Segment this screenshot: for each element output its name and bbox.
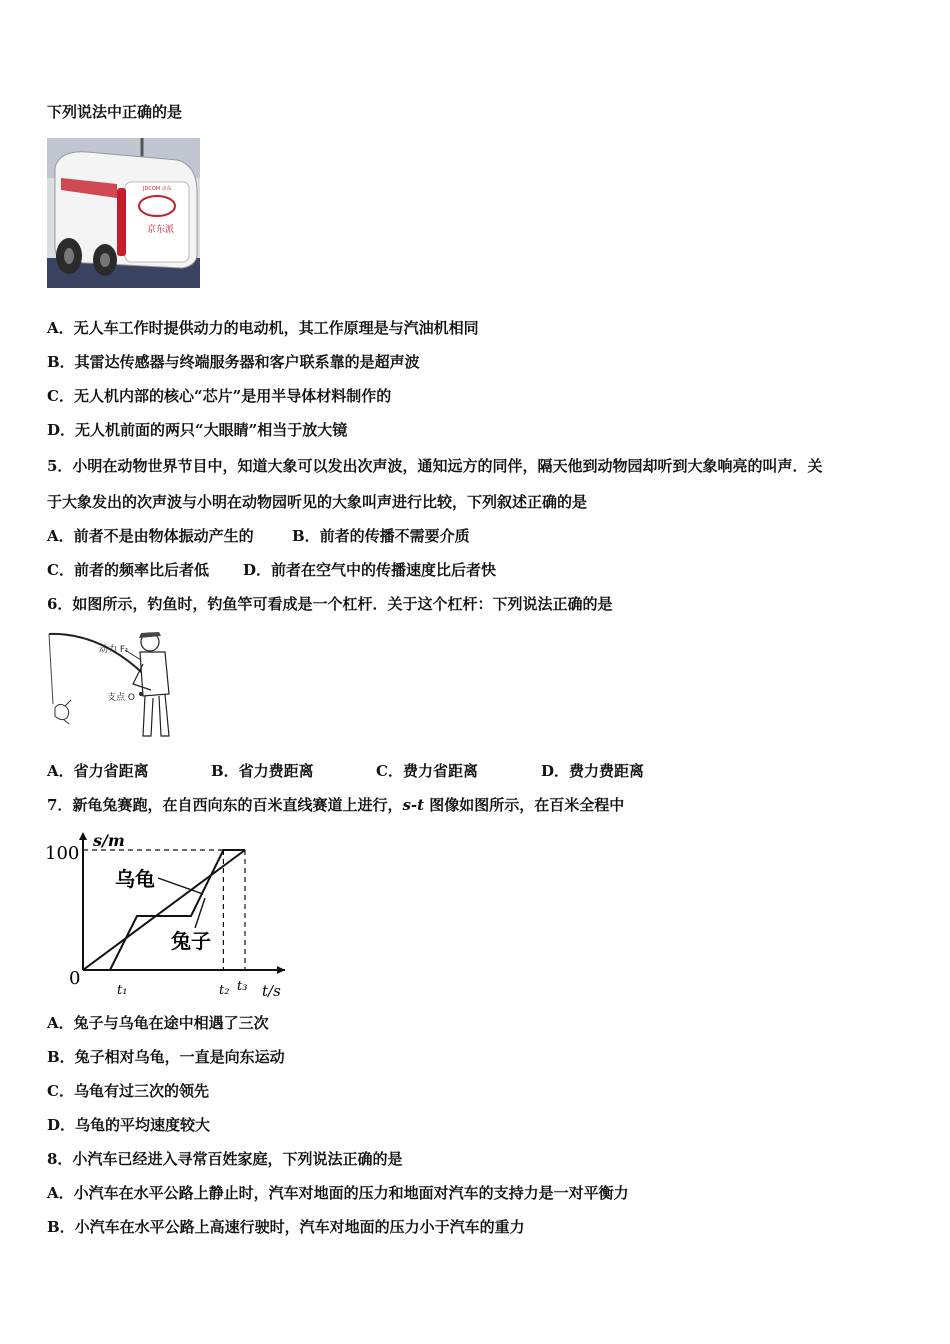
option-c: C．乌龟有过三次的领先: [47, 1082, 209, 1100]
force-label: 动力 F₁: [99, 645, 129, 655]
y-tick-100: 100: [45, 843, 80, 864]
stem-text: 7．新龟兔赛跑，在自西向东的百米直线赛道上进行，: [47, 796, 403, 814]
option-b: B．省力费距离: [211, 762, 314, 780]
stem-italic: s-t: [402, 796, 425, 814]
origin-label: 0: [69, 968, 81, 989]
x-tick-t3: t₃: [237, 979, 248, 994]
van-logo-text: 京东派: [147, 225, 175, 235]
rabbit-pointer: [195, 898, 205, 928]
option-d: D．费力费距离: [541, 762, 645, 780]
option-b: B．兔子相对乌龟，一直是向东运动: [47, 1048, 285, 1066]
stem-text-end: 图像如图所示，在百米全程中: [424, 796, 625, 814]
x-tick-t1: t₁: [117, 983, 128, 998]
option-c: C．前者的频率比后者低: [47, 561, 209, 579]
option-a: A．省力省距离: [47, 762, 149, 780]
option-b: B．前者的传播不需要介质: [292, 527, 470, 545]
option-a: A．兔子与乌龟在途中相遇了三次: [47, 1014, 269, 1032]
x-tick-t2: t₂: [219, 983, 230, 998]
x-axis-label: t/s: [262, 982, 281, 1000]
y-axis-arrow: [79, 832, 87, 840]
question-stem: 下列说法中正确的是: [47, 103, 183, 121]
option-a: A．无人车工作时提供动力的电动机，其工作原理是与汽油机相同: [47, 319, 479, 337]
question-stem: 8．小汽车已经进入寻常百姓家庭，下列说法正确的是: [47, 1150, 403, 1168]
rabbit-label: 兔子: [171, 929, 211, 953]
y-axis-label: s/m: [93, 831, 125, 850]
option-d: D．无人机前面的两只“大眼睛”相当于放大镜: [47, 421, 348, 439]
option-b: B．小汽车在水平公路上高速行驶时，汽车对地面的压力小于汽车的重力: [47, 1218, 525, 1236]
question-stem: 6．如图所示，钓鱼时，钓鱼竿可看成是一个杠杆．关于这个杠杆：下列说法正确的是: [47, 595, 613, 613]
fishing-rod-figure: [47, 624, 187, 742]
question-stem-continued: 于大象发出的次声波与小明在动物园听见的大象叫声进行比较，下列叙述正确的是: [47, 493, 588, 511]
van-side-text: JDCOM 京东: [143, 186, 172, 192]
tortoise-label: 乌龟: [115, 867, 155, 891]
pivot-label: 支点 O: [107, 693, 135, 703]
option-d: D．乌龟的平均速度较大: [47, 1116, 211, 1134]
tortoise-line: [83, 850, 245, 970]
question-stem: 5．小明在动物世界节目中，知道大象可以发出次声波，通知远方的同伴，隔天他到动物园却听到大象响亮的叫声．关: [47, 457, 823, 475]
x-axis-arrow: [277, 966, 285, 974]
s-t-chart: [45, 826, 295, 1002]
option-a: A．小汽车在水平公路上静止时，汽车对地面的压力和地面对汽车的支持力是一对平衡力: [47, 1184, 629, 1202]
option-b: B．其雷达传感器与终端服务器和客户联系靠的是超声波: [47, 353, 420, 371]
delivery-robot-photo: [47, 138, 200, 288]
option-d: D．前者在空气中的传播速度比后者快: [243, 561, 497, 579]
option-a: A．前者不是由物体振动产生的: [47, 527, 254, 545]
question-stem: [47, 795, 624, 815]
option-c: C．费力省距离: [376, 762, 478, 780]
option-c: C．无人机内部的核心“芯片”是用半导体材料制作的: [47, 387, 392, 405]
